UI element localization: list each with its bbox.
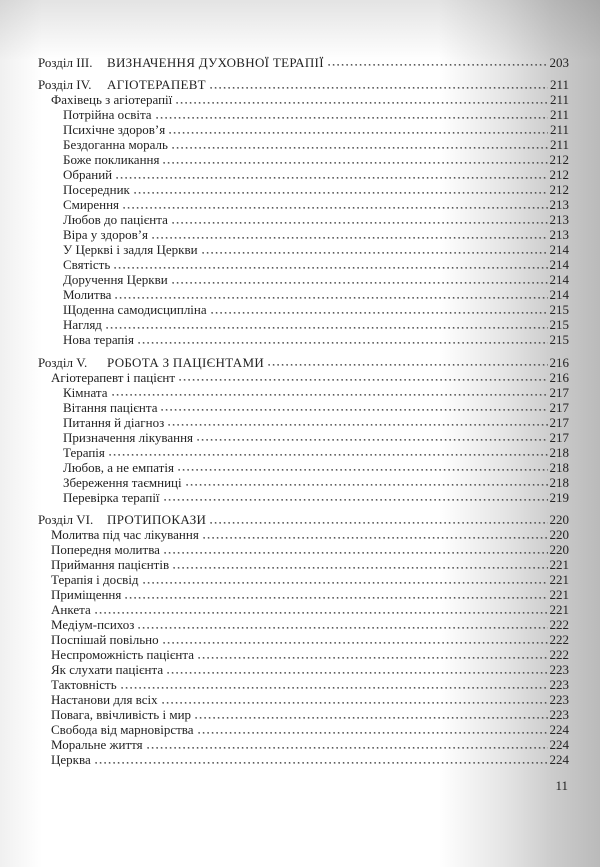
toc-entry-page: 211: [549, 92, 569, 107]
toc-entry: [38, 122, 569, 137]
toc-entry-label: АГІОТЕРАПЕВТ: [107, 77, 206, 92]
toc-entry-label: Перевірка терапії: [63, 489, 160, 505]
toc-entry-page: 223: [549, 707, 569, 722]
toc-entry-label: Нова терапія: [63, 332, 134, 347]
dot-leader: [186, 477, 548, 487]
toc-entry-page: 213: [549, 212, 569, 227]
toc-entry-label: Доручення Церкви: [63, 272, 168, 287]
toc-entry: [38, 737, 569, 752]
toc-entry-label: Вітання пацієнта: [63, 399, 158, 415]
toc-entry-page: 211: [549, 107, 569, 122]
toc-entry-label: Неспроможність пацієнта: [51, 647, 194, 662]
toc-entry-page: 221: [549, 557, 569, 572]
dot-leader: [210, 514, 547, 524]
toc-entry-label: ПРОТИПОКАЗИ: [107, 512, 207, 527]
toc-entry-label: Нагляд: [63, 317, 102, 332]
dot-leader: [172, 214, 548, 224]
toc-entry-page: 224: [549, 752, 569, 767]
toc-entry-page: 217: [549, 399, 569, 415]
toc-entry: [38, 257, 569, 272]
toc-entry-label: Як слухати пацієнта: [51, 662, 164, 677]
toc-entry-label: Терапія і досвід: [51, 572, 139, 587]
dot-leader: [202, 244, 548, 254]
toc-entry: [38, 445, 569, 460]
dot-leader: [115, 289, 547, 299]
toc-entry: [38, 490, 569, 505]
page-number: 11: [555, 778, 568, 793]
toc-entry: [38, 647, 569, 662]
toc-entry-page: 222: [549, 647, 569, 662]
toc-entry-page: 219: [549, 489, 569, 505]
toc-entry-page: 216: [549, 354, 569, 370]
dot-leader: [328, 57, 548, 67]
dot-leader: [195, 709, 547, 719]
toc-entry-page: 223: [549, 692, 569, 707]
dot-leader: [167, 664, 547, 674]
toc-entry-page: 212: [549, 182, 569, 197]
toc-entry-label: Кімната: [63, 384, 108, 400]
toc-entry-label: Настанови для всіх: [51, 692, 158, 707]
toc-entry-label: Свобода від марновірства: [51, 722, 194, 737]
dot-leader: [125, 589, 547, 599]
dot-leader: [210, 79, 548, 89]
toc-entry: [38, 460, 569, 475]
toc-entry-label: Психічне здоров’я: [63, 122, 166, 137]
dot-leader: [168, 417, 547, 427]
dot-leader: [203, 529, 548, 539]
toc-entry-page: 223: [549, 662, 569, 677]
toc-entry-page: 214: [549, 257, 569, 272]
toc-entry: [38, 92, 569, 107]
toc-entry: [38, 152, 569, 167]
dot-leader: [112, 387, 548, 397]
toc-entry: [38, 302, 569, 317]
dot-leader: [116, 169, 547, 179]
toc-entry: [38, 527, 569, 542]
toc-entry-page: 217: [549, 429, 569, 445]
toc-entry: [38, 692, 569, 707]
toc-entry-page: 218: [549, 474, 569, 490]
toc-entry-label: У Церкві і задля Церкви: [63, 242, 198, 257]
toc-entry: [38, 287, 569, 302]
toc-entry: [38, 475, 569, 490]
toc-entry-page: 214: [549, 272, 569, 287]
toc-entry-page: 215: [549, 317, 569, 332]
toc-entry-label: Віра у здоров’я: [63, 227, 149, 242]
toc-entry: [38, 557, 569, 572]
toc-entry: [38, 430, 569, 445]
toc-entry-label: Медіум-психоз: [51, 617, 135, 632]
dot-leader: [198, 649, 548, 659]
toc-entry: [38, 722, 569, 737]
toc-entry-label: Поспішай повільно: [51, 632, 159, 647]
dot-leader: [147, 739, 548, 749]
toc-entry-page: 224: [549, 737, 569, 752]
toc-entry: [38, 400, 569, 415]
toc-entry-label: Приміщення: [51, 587, 122, 602]
dot-leader: [156, 109, 548, 119]
toc-entry: [38, 167, 569, 182]
toc-entry: [38, 415, 569, 430]
toc-entry: [38, 385, 569, 400]
toc-entry-label: Терапія: [63, 444, 105, 460]
toc-entry-page: 221: [549, 572, 569, 587]
toc-entry-chapter-prefix: Розділ III.: [38, 54, 93, 70]
toc-entry-page: 211: [549, 77, 569, 92]
toc-entry-page: 215: [549, 332, 569, 347]
toc-entry-label: Молитва: [63, 287, 112, 302]
toc-entry-label: Любов, а не емпатія: [63, 459, 174, 475]
toc-entry-label: Приймання пацієнтів: [51, 557, 170, 572]
toc-entry-label: Потрійна освіта: [63, 107, 152, 122]
dot-leader: [95, 754, 548, 764]
dot-leader: [163, 634, 548, 644]
toc-entry-label: ВИЗНАЧЕННЯ ДУХОВНОЇ ТЕРАПІЇ: [107, 54, 324, 70]
toc-entry-page: 213: [549, 197, 569, 212]
dot-leader: [134, 184, 548, 194]
toc-entry-page: 224: [549, 722, 569, 737]
toc-entry-label: Церква: [51, 752, 91, 767]
toc-entry: [38, 707, 569, 722]
dot-leader: [164, 492, 548, 502]
toc-entry-label: РОБОТА З ПАЦІЄНТАМИ: [107, 354, 265, 370]
toc-entry-label: Святість: [63, 257, 111, 272]
toc-entry: [38, 512, 569, 527]
toc-entry: [38, 227, 569, 242]
toc-entry: [38, 212, 569, 227]
toc-entry-page: 217: [549, 414, 569, 430]
toc-entry: [38, 242, 569, 257]
toc-entry: [38, 272, 569, 287]
toc-entry-label: Фахівець з агіотерапії: [51, 92, 173, 107]
dot-leader: [173, 559, 547, 569]
toc-entry-label: Призначення лікування: [63, 429, 193, 445]
dot-leader: [123, 199, 547, 209]
toc-entry-page: 218: [549, 459, 569, 475]
toc-entry: [38, 137, 569, 152]
toc-entry-page: 211: [549, 137, 569, 152]
toc-entry-page: 213: [549, 227, 569, 242]
toc-entry-chapter-prefix: Розділ IV.: [38, 77, 92, 92]
dot-leader: [109, 447, 548, 457]
toc-entry-page: 212: [549, 152, 569, 167]
toc-entry-label: Повага, ввічливість і мир: [51, 707, 192, 722]
toc-entry-label: Тактовність: [51, 677, 117, 692]
toc-entry-chapter-prefix: Розділ V.: [38, 354, 88, 370]
toc-entry-label: Збереження таємниці: [63, 474, 182, 490]
toc-entry: [38, 602, 569, 617]
toc-entry-page: 221: [549, 587, 569, 602]
toc-entry-page: 220: [549, 512, 569, 527]
dot-leader: [106, 319, 548, 329]
toc-entry-chapter-prefix: Розділ VI.: [38, 512, 94, 527]
toc-entry-page: 220: [549, 542, 569, 557]
toc-entry: [38, 332, 569, 347]
toc-entry-label: Щоденна самодисципліна: [63, 302, 207, 317]
dot-leader: [121, 679, 548, 689]
dot-leader: [172, 274, 548, 284]
dot-leader: [176, 94, 548, 104]
dot-leader: [197, 432, 548, 442]
toc-entry-label: Питання й діагноз: [63, 414, 165, 430]
toc-entry: [38, 182, 569, 197]
toc-entry-label: Обраний: [63, 167, 113, 182]
toc-entry-page: 218: [549, 444, 569, 460]
toc-entry-page: 211: [549, 122, 569, 137]
toc-entry: [38, 677, 569, 692]
toc-entry-page: 221: [549, 602, 569, 617]
dot-leader: [138, 619, 547, 629]
toc-entry: [38, 632, 569, 647]
dot-leader: [169, 124, 548, 134]
table-of-contents: [38, 47, 569, 767]
toc-entry: [38, 662, 569, 677]
toc-entry-page: 214: [549, 287, 569, 302]
toc-entry-page: 215: [549, 302, 569, 317]
toc-entry-page: 214: [549, 242, 569, 257]
dot-leader: [114, 259, 547, 269]
dot-leader: [164, 544, 548, 554]
toc-entry-label: Попередня молитва: [51, 542, 160, 557]
toc-entry: [38, 617, 569, 632]
toc-entry-label: Смирення: [63, 197, 120, 212]
toc-entry-page: 220: [549, 527, 569, 542]
toc-entry: [38, 107, 569, 122]
toc-entry-page: 217: [549, 384, 569, 400]
toc-entry: [38, 355, 569, 370]
toc-entry-label: Любов до пацієнта: [63, 212, 168, 227]
toc-entry-page: 222: [549, 632, 569, 647]
dot-leader: [138, 334, 548, 344]
toc-entry: [38, 752, 569, 767]
dot-leader: [268, 357, 547, 367]
dot-leader: [178, 462, 548, 472]
toc-entry-label: Анкета: [51, 602, 91, 617]
toc-entry-label: Агіотерапевт і пацієнт: [51, 369, 176, 385]
dot-leader: [95, 604, 548, 614]
toc-entry-page: 212: [549, 167, 569, 182]
toc-entry-page: 222: [549, 617, 569, 632]
toc-entry: [38, 55, 569, 70]
toc-entry: [38, 197, 569, 212]
toc-entry-page: 203: [549, 54, 569, 70]
dot-leader: [162, 694, 548, 704]
toc-entry: [38, 317, 569, 332]
toc-entry-label: Бездоганна мораль: [63, 137, 168, 152]
dot-leader: [161, 402, 547, 412]
toc-entry: [38, 77, 569, 92]
toc-entry-label: Боже покликання: [63, 152, 160, 167]
dot-leader: [179, 372, 547, 382]
toc-entry: [38, 572, 569, 587]
toc-entry: [38, 370, 569, 385]
dot-leader: [152, 229, 547, 239]
toc-entry-label: Моральне життя: [51, 737, 143, 752]
dot-leader: [211, 304, 548, 314]
dot-leader: [163, 154, 547, 164]
dot-leader: [198, 724, 548, 734]
dot-leader: [172, 139, 548, 149]
toc-entry-page: 216: [549, 369, 569, 385]
toc-entry: [38, 587, 569, 602]
toc-entry-label: Молитва під час лікування: [51, 527, 199, 542]
toc-entry: [38, 542, 569, 557]
toc-entry-page: 223: [549, 677, 569, 692]
toc-entry-label: Посередник: [63, 182, 130, 197]
dot-leader: [143, 574, 548, 584]
